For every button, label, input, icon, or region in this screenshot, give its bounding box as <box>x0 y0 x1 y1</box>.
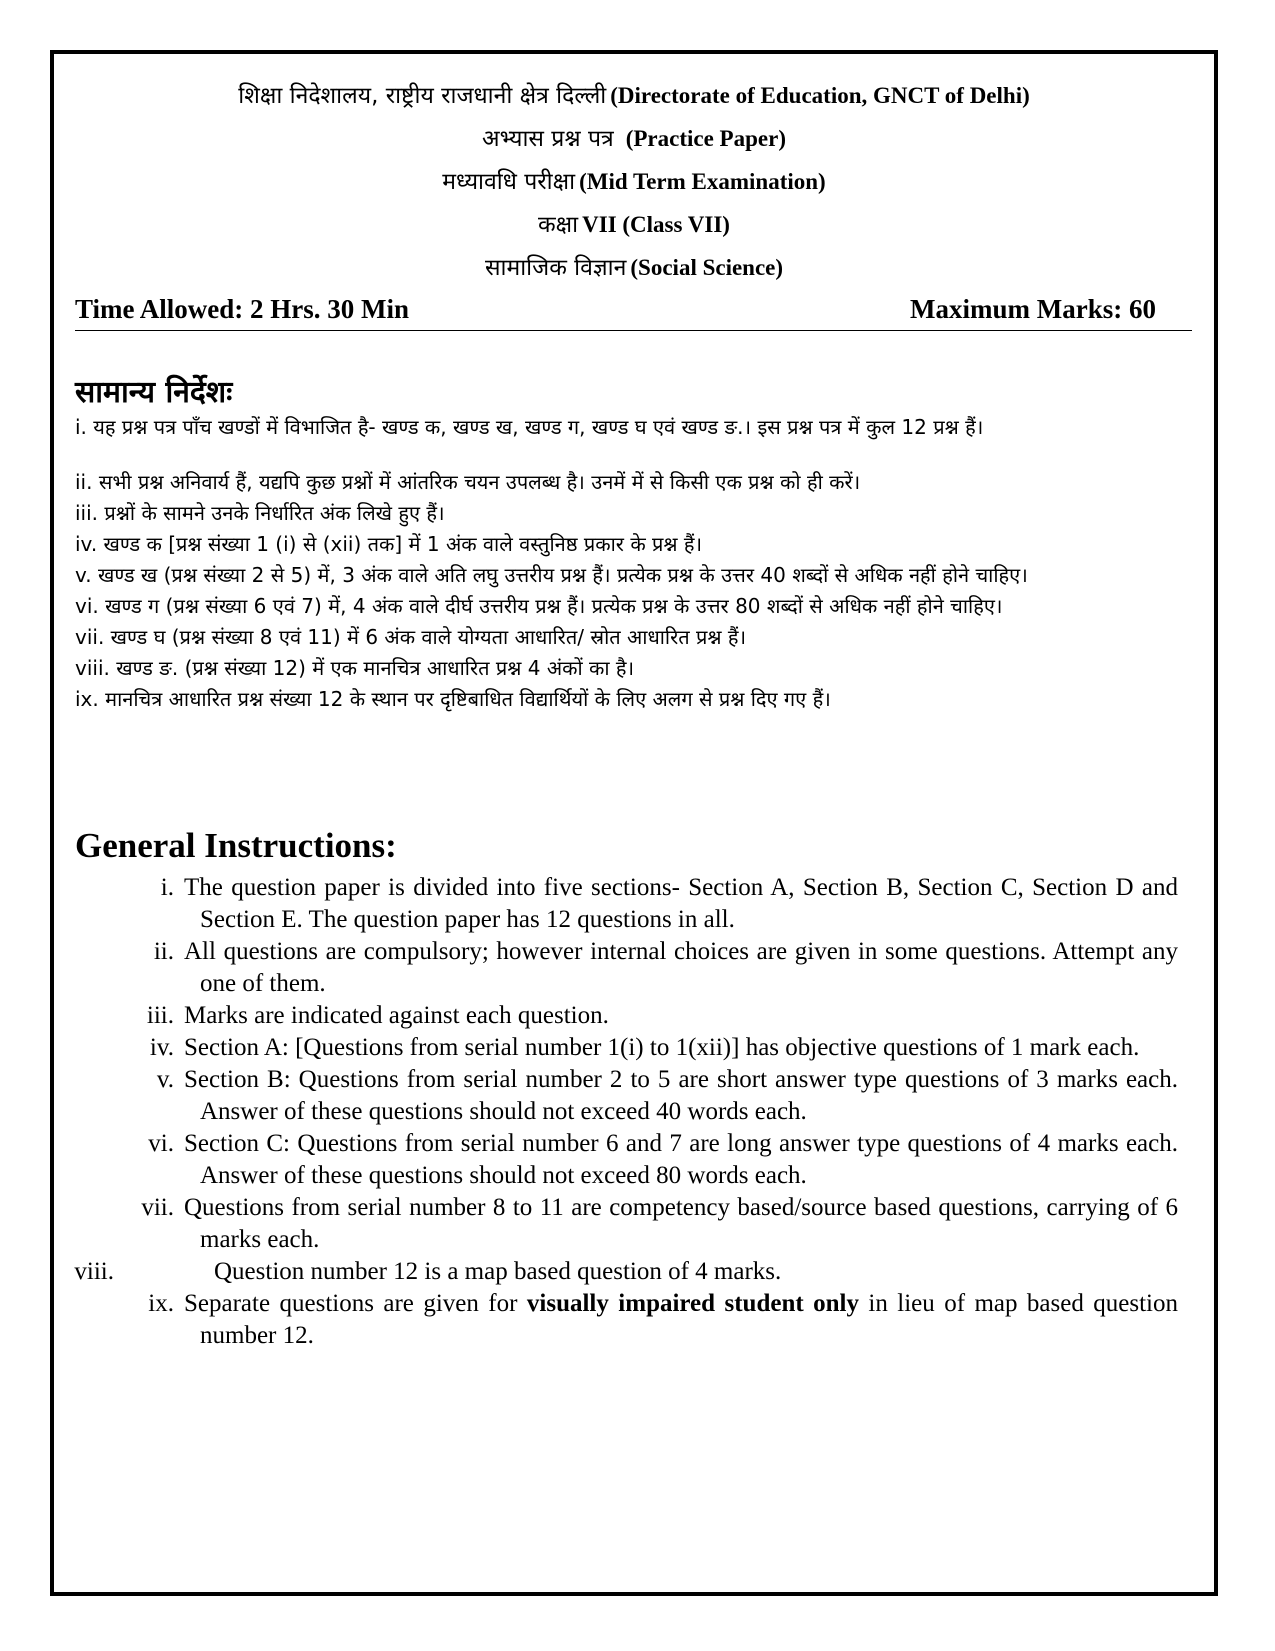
header-line-practice-paper <box>54 127 1214 151</box>
general-instruction-item <box>54 1288 1214 1352</box>
hindi-instruction-item: viii. खण्ड ङ. (प्रश्न संख्या 12) में एक मानचित्र आधारित प्रश्न 4 अंकों का है। <box>75 656 635 680</box>
item-text: Question number 12 is a map based question of 4 marks. <box>214 1258 782 1285</box>
item-text-after: in lieu of map based question number 12. <box>200 1290 1179 1349</box>
item-text: The question paper is divided into five sections- Section A, Section B, Section C, Section D and Section E. The question paper has 12 questions in all. <box>184 874 1178 933</box>
general-instruction-item <box>54 936 1214 1000</box>
item-text: Section B: Questions from serial number 2 to 5 are short answer type questions of 3 marks each. Answer of these questions should not exceed 40 words each. <box>184 1066 1178 1125</box>
item-number: v. <box>156 1066 174 1093</box>
hindi-instruction-item: v. खण्ड ख (प्रश्न संख्या 2 से 5) में, 3 अंक वाले अति लघु उत्तरीय प्रश्न हैं। प्रत्येक प्रश्न के उत्तर 40 शब्दों से अधिक नहीं होने चाहिए। <box>75 563 1028 587</box>
header-subject-english: (Social Science) <box>630 255 784 280</box>
general-instruction-item <box>54 872 1214 936</box>
item-number: iii. <box>146 1002 174 1029</box>
header-line-class <box>54 213 1214 237</box>
page-border <box>50 50 1218 1596</box>
hindi-instruction-item: vi. खण्ड ग (प्रश्न संख्या 6 एवं 7) में, 4 अंक वाले दीर्घ उत्तरीय प्रश्न हैं। प्रत्येक प्रश्न के उत्तर 80 शब्दों से अधिक नहीं होने चाहिए। <box>75 594 1003 618</box>
header-class-hindi: कक्षा <box>538 212 579 238</box>
maximum-marks: Maximum Marks: 60 <box>910 294 1156 324</box>
header-exam-english: (Mid Term Examination) <box>579 169 826 194</box>
item-text: Section C: Questions from serial number 6 and 7 are long answer type questions of 4 marks each. Answer of these questions should not exceed 80 words each. <box>184 1130 1178 1189</box>
item-number: vi. <box>148 1130 174 1157</box>
item-number: viii. <box>74 1258 114 1285</box>
header-directorate-hindi: शिक्षा निदेशालय, राष्ट्रीय राजधानी क्षेत्र दिल्ली <box>238 83 607 109</box>
hindi-instructions-list <box>75 412 1192 715</box>
item-text: Questions from serial number 8 to 11 are competency based/source based questions, carrying of 6 marks each. <box>184 1194 1178 1253</box>
hindi-instructions-title: सामान्य निर्देशः <box>75 375 233 410</box>
general-instruction-item <box>54 1192 1214 1256</box>
hindi-instruction-item: iv. खण्ड क [प्रश्न संख्या 1 (i) से (xii) तक] में 1 अंक वाले वस्तुनिष्ठ प्रकार के प्रश्न हैं। <box>75 532 703 556</box>
hindi-instruction-item: ix. मानचित्र आधारित प्रश्न संख्या 12 के स्थान पर दृष्टिबाधित विद्यार्थियों के लिए अलग से प्रश्न दिए गए हैं। <box>75 687 831 711</box>
header-line-exam <box>54 170 1214 194</box>
item-number: i. <box>160 874 174 901</box>
item-text: All questions are compulsory; however internal choices are given in some questions. Attempt any one of them. <box>184 938 1178 997</box>
item-text-bold: visually impaired student only <box>526 1290 859 1317</box>
item-number: iv. <box>149 1034 174 1061</box>
time-allowed: Time Allowed: 2 Hrs. 30 Min <box>75 294 409 324</box>
general-instruction-item <box>54 1000 1214 1032</box>
hindi-instruction-item: iii. प्रश्नों के सामने उनके निर्धारित अंक लिखे हुए हैं। <box>75 501 445 525</box>
item-number: ii. <box>153 938 174 965</box>
hindi-instruction-item: vii. खण्ड घ (प्रश्न संख्या 8 एवं 11) में 6 अंक वाले योग्यता आधारित/ स्रोत आधारित प्रश्न हैं। <box>75 625 747 649</box>
item-text <box>184 1288 1178 1352</box>
item-text: Marks are indicated against each question. <box>184 1002 609 1029</box>
header-line-directorate <box>54 84 1214 108</box>
general-instruction-item <box>54 1256 1214 1288</box>
general-instruction-item <box>54 1128 1214 1192</box>
general-instructions-list <box>54 872 1214 1352</box>
header-line-subject <box>54 256 1214 280</box>
item-number: vii. <box>141 1194 174 1221</box>
general-instructions-title: General Instructions: <box>75 826 397 865</box>
header-class-english: VII (Class VII) <box>582 212 730 237</box>
header-practice-hindi: अभ्यास प्रश्न पत्र <box>482 126 614 152</box>
general-instruction-item <box>54 1032 1214 1064</box>
header-subject-hindi: सामाजिक विज्ञान <box>484 255 627 281</box>
header-directorate-english: (Directorate of Education, GNCT of Delhi) <box>610 83 1030 108</box>
hindi-instruction-item: i. यह प्रश्न पत्र पाँच खण्डों में विभाजित है- खण्ड क, खण्ड ख, खण्ड ग, खण्ड घ एवं खण्ड ङ.। इस प्रश्न पत्र में कुल 12 प्रश्न हैं। <box>75 415 984 439</box>
item-text-before: Separate questions are given for <box>184 1290 518 1317</box>
header-divider <box>75 330 1192 331</box>
header-exam-hindi: मध्यावधि परीक्षा <box>442 169 576 195</box>
item-text: Section A: [Questions from serial number 1(i) to 1(xii)] has objective questions of 1 mark each. <box>184 1034 1140 1061</box>
header-practice-english: (Practice Paper) <box>625 126 786 151</box>
item-number: ix. <box>148 1290 174 1317</box>
general-instruction-item <box>54 1064 1214 1128</box>
hindi-instruction-item: ii. सभी प्रश्न अनिवार्य हैं, यद्यपि कुछ प्रश्नों में आंतरिक चयन उपलब्ध है। उनमें में से किसी एक प्रश्न को ही करें। <box>75 470 861 494</box>
